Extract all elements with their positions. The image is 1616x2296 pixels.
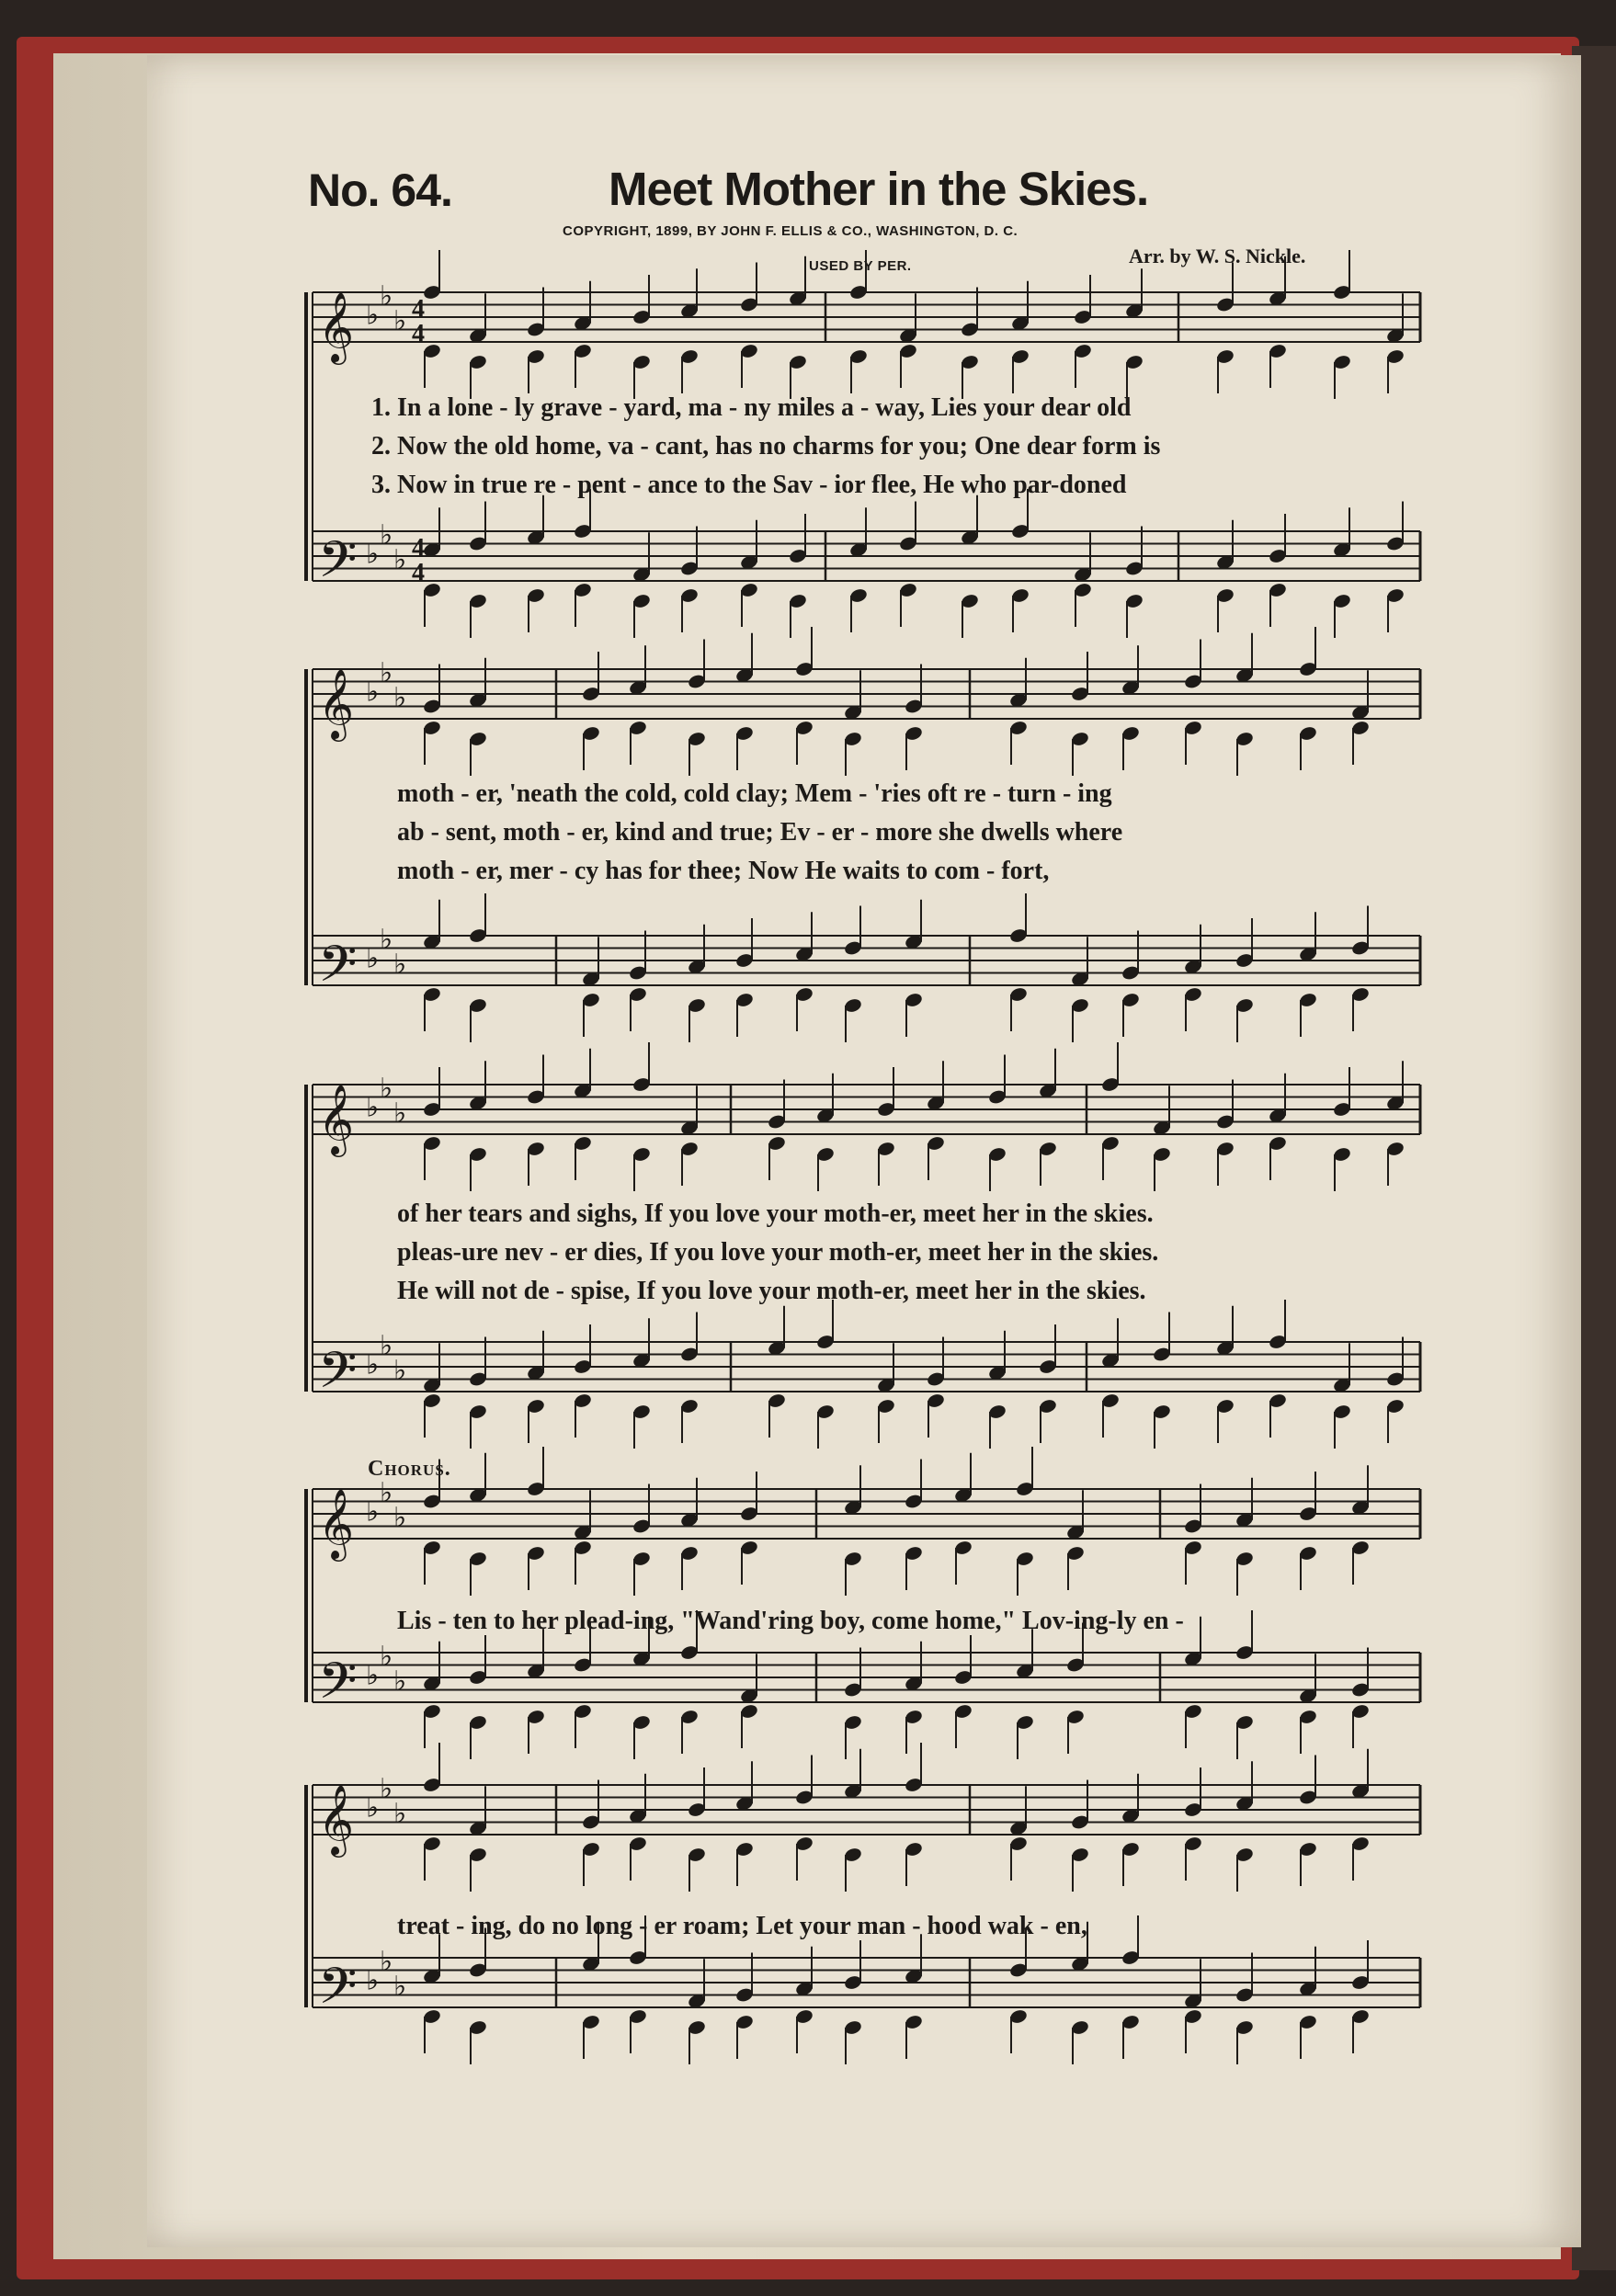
time-signature-top: 4 bbox=[412, 295, 425, 324]
treble-clef: 𝄞 bbox=[318, 1784, 355, 1855]
flat-sign: ♭ bbox=[366, 1348, 380, 1381]
flat-sign: ♭ bbox=[366, 676, 380, 709]
flat-sign: ♭ bbox=[380, 1946, 393, 1978]
flat-sign: ♭ bbox=[380, 657, 393, 689]
copyright-line: COPYRIGHT, 1899, BY JOHN F. ELLIS & CO., WASHINGTON, D. C. bbox=[563, 223, 1019, 239]
arranger-credit: Arr. by W. S. Nickle. bbox=[1129, 244, 1306, 267]
flat-sign: ♭ bbox=[380, 280, 393, 313]
hymn-title: Meet Mother in the Skies. bbox=[609, 163, 1149, 215]
flat-sign: ♭ bbox=[366, 538, 380, 571]
treble-clef: 𝄞 bbox=[318, 1488, 355, 1559]
flat-sign: ♭ bbox=[393, 544, 407, 576]
flat-sign: ♭ bbox=[393, 1502, 407, 1534]
flat-sign: ♭ bbox=[380, 1330, 393, 1362]
lyric-line-s2-v1: moth - er, 'neath the cold, cold clay; Mem - 'ries oft re - turn - ing bbox=[397, 779, 1112, 808]
flat-sign: ♭ bbox=[366, 1964, 380, 1997]
chorus-label: Chorus. bbox=[368, 1457, 451, 1481]
bass-clef: 𝄢 bbox=[318, 1652, 358, 1722]
treble-clef: 𝄞 bbox=[318, 1084, 355, 1154]
lyric-line-chorus-1: Lis - ten to her plead-ing, "Wand'ring boy, come home," Lov-ing-ly en - bbox=[397, 1607, 1184, 1635]
bass-clef: 𝄢 bbox=[318, 1341, 358, 1412]
treble-clef: 𝄞 bbox=[318, 291, 355, 362]
bass-clef: 𝄢 bbox=[318, 1957, 358, 2028]
flat-sign: ♭ bbox=[393, 1097, 407, 1130]
flat-sign: ♭ bbox=[393, 1355, 407, 1387]
flat-sign: ♭ bbox=[380, 1773, 393, 1805]
used-by-permission: USED BY PER. bbox=[809, 258, 912, 274]
flat-sign: ♭ bbox=[366, 942, 380, 975]
flat-sign: ♭ bbox=[366, 1495, 380, 1529]
treble-clef: 𝄞 bbox=[318, 668, 355, 739]
flat-sign: ♭ bbox=[380, 1477, 393, 1509]
flat-sign: ♭ bbox=[380, 519, 393, 551]
time-signature-bottom: 4 bbox=[412, 320, 425, 348]
lyric-line-s1-v1: 1. In a lone - ly grave - yard, ma - ny miles a - way, Lies your dear old bbox=[371, 393, 1132, 422]
lyric-line-s1-v3: 3. Now in true re - pent - ance to the Sav - ior flee, He who par-doned bbox=[371, 471, 1127, 499]
lyric-line-s3-v2: pleas-ure nev - er dies, If you love your moth-er, meet her in the skies. bbox=[397, 1238, 1159, 1267]
flat-sign: ♭ bbox=[366, 1791, 380, 1824]
flat-sign: ♭ bbox=[393, 1971, 407, 2003]
bass-clef: 𝄢 bbox=[318, 530, 358, 601]
lyric-line-s2-v3: moth - er, mer - cy has for thee; Now He waits to com - fort, bbox=[397, 857, 1050, 885]
time-signature-top: 4 bbox=[412, 534, 425, 563]
lyric-line-s1-v2: 2. Now the old home, va - cant, has no charms for you; One dear form is bbox=[371, 432, 1161, 460]
lyric-line-s3-v1: of her tears and sighs, If you love your moth-er, meet her in the skies. bbox=[397, 1199, 1154, 1228]
flat-sign: ♭ bbox=[393, 1665, 407, 1698]
time-signature-bottom: 4 bbox=[412, 559, 425, 587]
flat-sign: ♭ bbox=[380, 924, 393, 956]
flat-sign: ♭ bbox=[366, 1091, 380, 1124]
flat-sign: ♭ bbox=[380, 1641, 393, 1673]
flat-sign: ♭ bbox=[380, 1073, 393, 1105]
lyric-line-s2-v2: ab - sent, moth - er, kind and true; Ev - er - more she dwells where bbox=[397, 818, 1123, 847]
flat-sign: ♭ bbox=[393, 305, 407, 337]
flat-sign: ♭ bbox=[393, 1798, 407, 1830]
lyric-line-s3-v3: He will not de - spise, If you love your moth-er, meet her in the skies. bbox=[397, 1277, 1146, 1305]
flat-sign: ♭ bbox=[393, 949, 407, 981]
bass-clef: 𝄢 bbox=[318, 935, 358, 1006]
lyric-line-chorus-2: treat - ing, do no long - er roam; Let your man - hood wak - en, bbox=[397, 1912, 1087, 1940]
flat-sign: ♭ bbox=[393, 682, 407, 714]
flat-sign: ♭ bbox=[366, 299, 380, 332]
flat-sign: ♭ bbox=[366, 1659, 380, 1692]
hymn-number: No. 64. bbox=[308, 165, 452, 216]
